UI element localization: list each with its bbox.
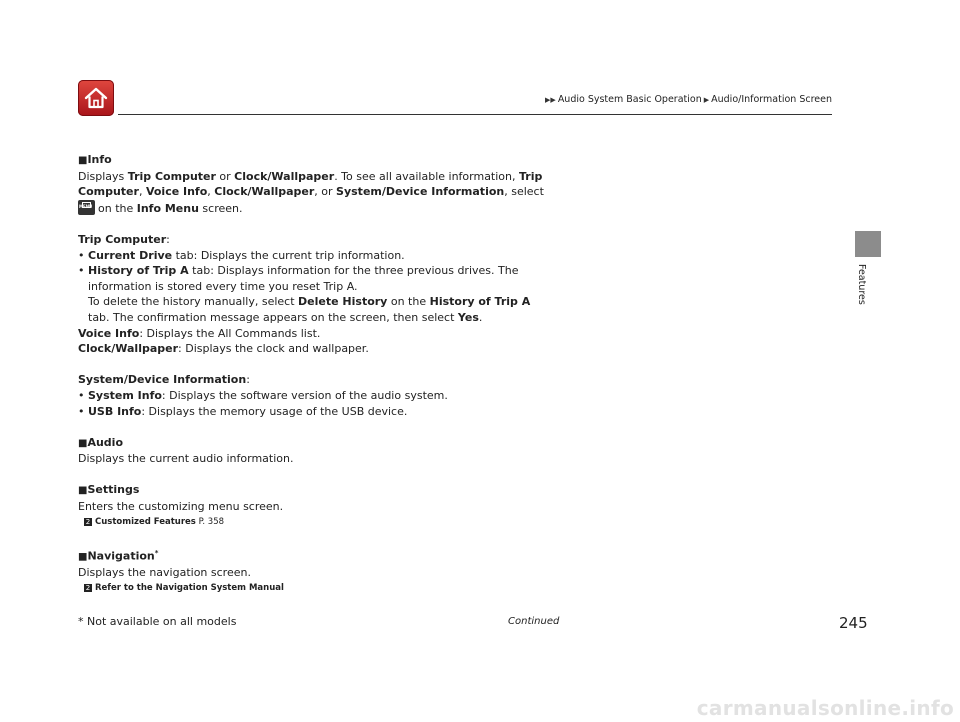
home-icon: [82, 84, 110, 112]
menu-icon: [78, 200, 95, 215]
settings-description: Enters the customizing menu screen.: [78, 500, 284, 514]
breadcrumb-item[interactable]: Audio/Information Screen: [711, 94, 832, 105]
page-content: [78, 152, 578, 596]
history-item-line2: information is stored every time you reset Trip A.: [88, 279, 358, 293]
square-bullet-icon: ■: [78, 437, 88, 449]
section-heading-navigation: ■Navigation*: [78, 548, 159, 563]
square-bullet-icon: ■: [78, 155, 88, 166]
reference-icon: 2: [85, 517, 91, 526]
audio-description: Displays the current audio information.: [78, 452, 294, 466]
watermark: carmanualsonline.info: [696, 696, 954, 720]
continued-label: Continued: [508, 616, 560, 627]
double-arrow-icon: ▶▶: [545, 96, 556, 104]
section-heading-settings: ■Settings: [78, 483, 140, 497]
info-description-line3: MENUon the Info Menu screen.: [78, 200, 578, 217]
usb-info-item: • USB Info: Displays the memory usage of the USB device.: [78, 404, 408, 418]
page-number: 245: [839, 614, 868, 632]
clock-wallpaper-item: Clock/Wallpaper: Displays the clock and wallpaper.: [78, 342, 369, 356]
reference-icon: 2: [85, 583, 91, 592]
current-drive-item: • Current Drive tab: Displays the current trip information.: [78, 248, 405, 262]
footnote: * Not available on all models: [78, 615, 237, 628]
info-description-line1: Displays Trip Computer or Clock/Wallpaper. To see all available information, Trip: [78, 169, 543, 183]
customized-features-link[interactable]: 2 Customized Features P. 358: [85, 516, 225, 527]
navigation-description: Displays the navigation screen.: [78, 566, 251, 580]
history-item-line4: tab. The confirmation message appears on the screen, then select Yes.: [88, 310, 483, 324]
system-device-heading: System/Device Information:: [78, 373, 250, 387]
navigation-manual-link[interactable]: 2 Refer to the Navigation System Manual: [85, 582, 284, 593]
voice-info-item: Voice Info: Displays the All Commands list.: [78, 326, 321, 340]
square-bullet-icon: ■: [78, 485, 88, 497]
header-rule: [118, 114, 832, 115]
breadcrumb-item[interactable]: Audio System Basic Operation: [557, 94, 702, 105]
section-heading-info: ■Info: [78, 153, 112, 166]
history-item-line3: To delete the history manually, select Delete History on the History of Trip A: [88, 295, 531, 309]
info-description-line2: Computer, Voice Info, Clock/Wallpaper, or System/Device Information, select: [78, 185, 544, 199]
side-tab[interactable]: [855, 231, 881, 257]
home-button[interactable]: [78, 80, 114, 116]
history-item: • History of Trip A tab: Displays information for the three previous drives. The: [78, 264, 519, 278]
system-info-item: • System Info: Displays the software version of the audio system.: [78, 388, 448, 402]
square-bullet-icon: ■: [78, 551, 88, 563]
trip-computer-heading: Trip Computer:: [78, 232, 170, 246]
side-tab-label: Features: [856, 264, 867, 305]
section-heading-audio: ■Audio: [78, 435, 123, 449]
breadcrumb: [543, 94, 832, 105]
arrow-icon: ▶: [703, 96, 710, 104]
